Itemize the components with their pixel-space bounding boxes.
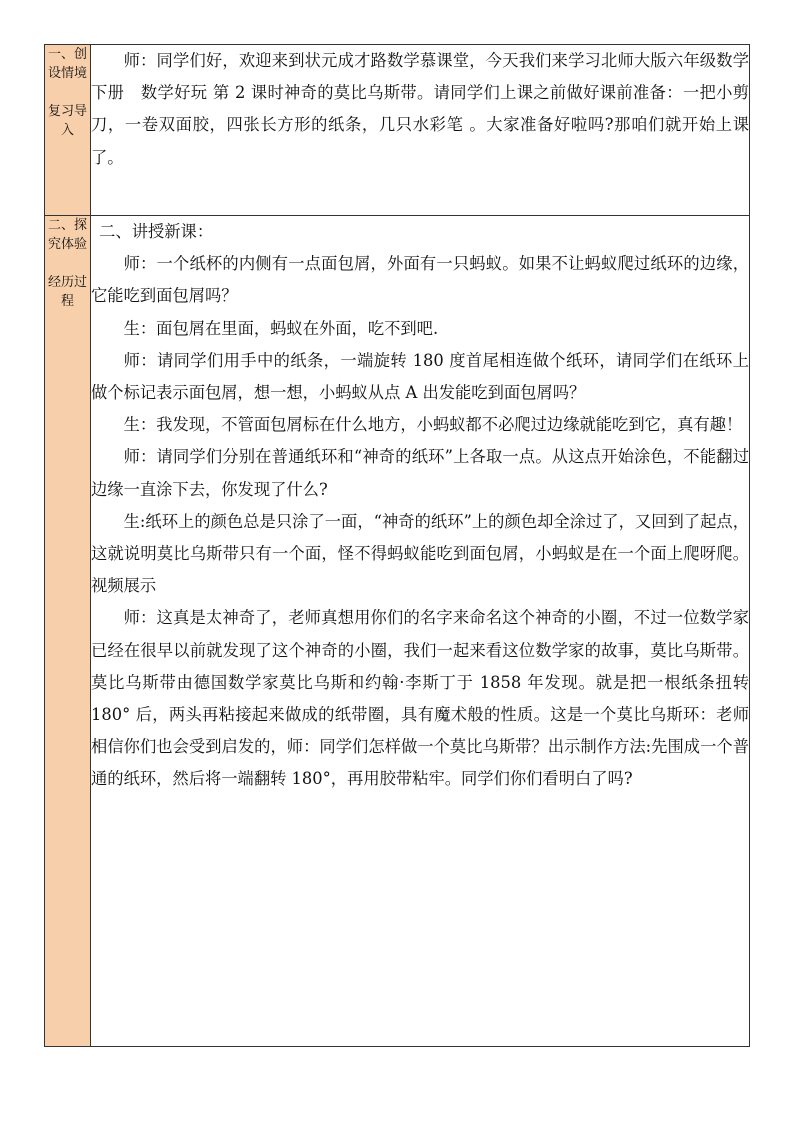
paragraph: 生:纸环上的颜色总是只涂了一面，“神奇的纸环”上的颜色却全涂过了，又回到了起点，这就说明莫比乌斯带只有一个面，怪不得蚂蚁能吃到面包屑，小蚂蚁是在一个面上爬呀爬。视频展示: [91, 511, 749, 596]
stage-label: 一、创设情境: [47, 47, 87, 81]
stage-label-cell: [45, 216, 91, 1047]
paragraph: 师：同学们好，欢迎来到状元成才路数学慕课堂，今天我们来学习北师大版六年级数学下册 数学好玩 第 2 课时神奇的莫比乌斯带。请同学们上课之前做好课前准备：一把小剪刀，一卷双面胶，四张长方形的纸条，几只水彩笔 。大家准备好啦吗?那咱们就开始上课了。: [91, 51, 749, 167]
paragraph: 生：面包屑在里面，蚂蚁在外面，吃不到吧.: [123, 318, 439, 338]
content-cell: [91, 45, 750, 216]
lesson-plan-page: [44, 44, 750, 1047]
stage-sub-label: 经历过程: [47, 275, 87, 309]
content-cell: [91, 216, 750, 1047]
paragraph: 师：请同学们分别在普通纸环和“神奇的纸环”上各取一点。从这点开始涂色，不能翻过边缘一直涂下去，你发现了什么?: [91, 447, 749, 499]
paragraph: 生：我发现，不管面包屑标在什么地方，小蚂蚁都不必爬过边缘就能吃到它，真有趣！: [123, 415, 743, 435]
stage-label-cell: [45, 45, 91, 216]
paragraph: 师：请同学们用手中的纸条，一端旋转 180 度首尾相连做个纸环，请同学们在纸环上做个标记表示面包屑，想一想，小蚂蚁从点 A 出发能吃到面包屑吗？: [91, 350, 749, 403]
stage-label: 二、探究体验: [47, 218, 87, 252]
stage-sub-label: 复习导入: [47, 104, 87, 138]
table-row-intro: [45, 45, 750, 216]
paragraph: 师：一个纸杯的内侧有一点面包屑，外面有一只蚂蚁。如果不让蚂蚁爬过纸环的边缘，它能吃到面包屑吗？: [91, 254, 749, 306]
section-heading: 二、讲授新课：: [99, 222, 214, 241]
paragraph: 师：这真是太神奇了，老师真想用你们的名字来命名这个神奇的小圈，不过一位数学家已经在很早以前就发现了这个神奇的小圈，我们一起来看这位数学家的故事，莫比乌斯带。莫比乌斯带由德国数学家莫比乌斯和约翰·李斯丁于 1858 年发现。就是把一根纸条扭转 180° 后，两头再粘接起来做成的纸带圈，具有魔术般的性质。这是一个莫比乌斯环：老师相信你们也会受到启发的，师：同学们怎样做一个莫比乌斯带？出示制作方法:先围成一个普通的纸环，然后将一端翻转 180°，再用胶带粘牢。同学们你们看明白了吗?: [91, 608, 749, 789]
lesson-table: [44, 44, 750, 1047]
table-row-explore: [45, 216, 750, 1047]
